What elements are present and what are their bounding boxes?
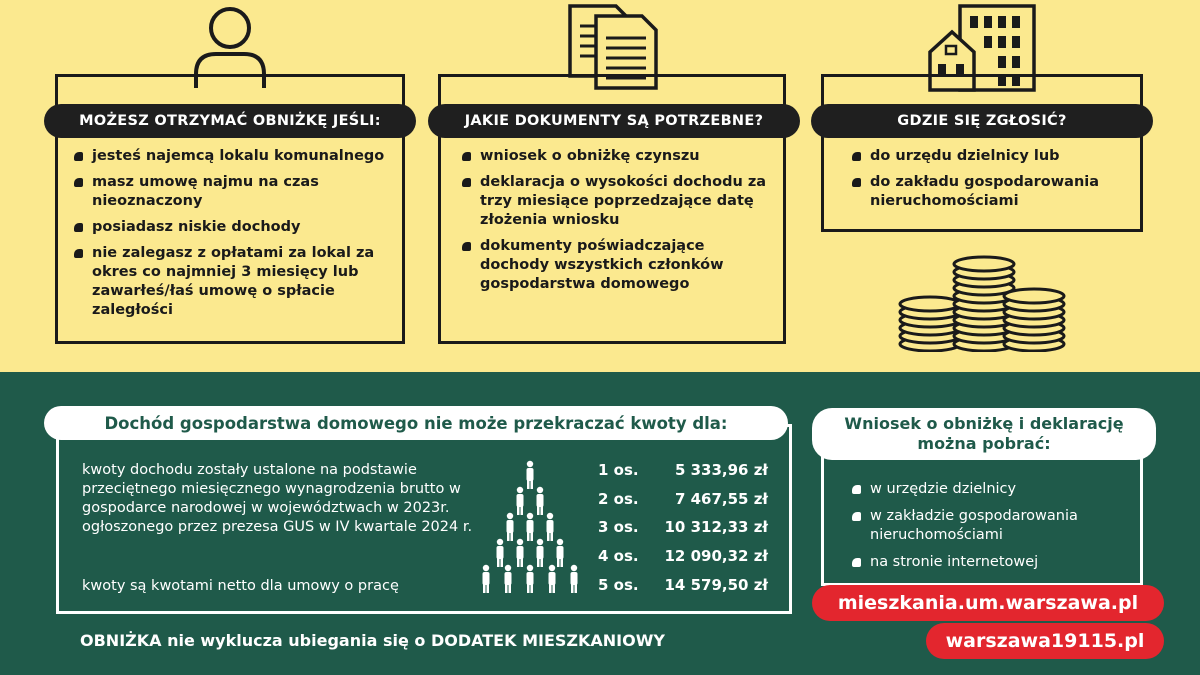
- income-row-5: [598, 576, 768, 594]
- income-note-basis: kwoty dochodu zostały ustalone na podstawie przeciętnego miesięcznego wynagrodzenia brutto w gospodarce narodowej w województwach w 2023r. ogłoszonego przez prezesa GUS w IV kwartale 2024 r.: [82, 462, 473, 535]
- list-item: posiadasz niskie dochody: [72, 218, 392, 237]
- list-item: wniosek o obniżkę czynszu: [460, 147, 778, 166]
- list-item: w zakładzie gospodarowania nieruchomościami: [850, 507, 1140, 545]
- list-item: w urzędzie dzielnicy: [850, 480, 1140, 499]
- amount-value: 12 090,32 zł: [664, 547, 768, 565]
- income-note-net: kwoty są kwotami netto dla umowy o pracę: [82, 578, 399, 594]
- persons-label: 5 os.: [598, 576, 639, 594]
- link-warszawa19115[interactable]: warszawa19115.pl: [926, 623, 1164, 659]
- footer-note: OBNIŻKA nie wyklucza ubiegania się o DODATEK MIESZKANIOWY: [80, 631, 665, 650]
- list-item: masz umowę najmu na czas nieoznaczony: [72, 173, 392, 211]
- download-title: Wniosek o obniżkę i deklarację można pobrać:: [812, 408, 1156, 460]
- coins-icon: [896, 252, 1068, 352]
- list-item: dokumenty poświadczające dochody wszystkich członków gospodarstwa domowego: [460, 237, 778, 294]
- amount-value: 10 312,33 zł: [664, 518, 768, 536]
- section1-title: MOŻESZ OTRZYMAĆ OBNIŻKĘ JEŚLI:: [44, 104, 416, 138]
- list-item: na stronie internetowej: [850, 553, 1140, 572]
- persons-label: 1 os.: [598, 461, 639, 479]
- section3-list: [850, 147, 1140, 218]
- amount-value: 7 467,55 zł: [674, 490, 768, 508]
- persons-label: 2 os.: [598, 490, 639, 508]
- income-row-4: [598, 547, 768, 565]
- amount-value: 14 579,50 zł: [664, 576, 768, 594]
- section2-title: JAKIE DOKUMENTY SĄ POTRZEBNE?: [428, 104, 800, 138]
- list-item: nie zalegasz z opłatami za lokal za okres co najmniej 3 miesięcy lub zawarłeś/łaś umowę o spłacie zaległości: [72, 244, 392, 320]
- download-list: [850, 480, 1140, 580]
- list-item: jesteś najemcą lokalu komunalnego: [72, 147, 392, 166]
- income-row-3: [598, 518, 768, 536]
- income-row-2: [598, 490, 768, 508]
- list-item: deklaracja o wysokości dochodu za trzy miesiące poprzedzające datę złożenia wniosku: [460, 173, 778, 230]
- income-title: Dochód gospodarstwa domowego nie może przekraczać kwoty dla:: [44, 406, 788, 440]
- section2-list: [460, 147, 778, 301]
- list-item: do urzędu dzielnicy lub: [850, 147, 1140, 166]
- income-row-1: [598, 461, 768, 479]
- amount-value: 5 333,96 zł: [674, 461, 768, 479]
- persons-label: 3 os.: [598, 518, 639, 536]
- section3-title: GDZIE SIĘ ZGŁOSIĆ?: [811, 104, 1153, 138]
- link-mieszkania[interactable]: mieszkania.um.warszawa.pl: [812, 585, 1164, 621]
- persons-label: 4 os.: [598, 547, 639, 565]
- household-people-icon: [478, 460, 582, 596]
- section1-list: [72, 147, 392, 327]
- list-item: do zakładu gospodarowania nieruchomościami: [850, 173, 1140, 211]
